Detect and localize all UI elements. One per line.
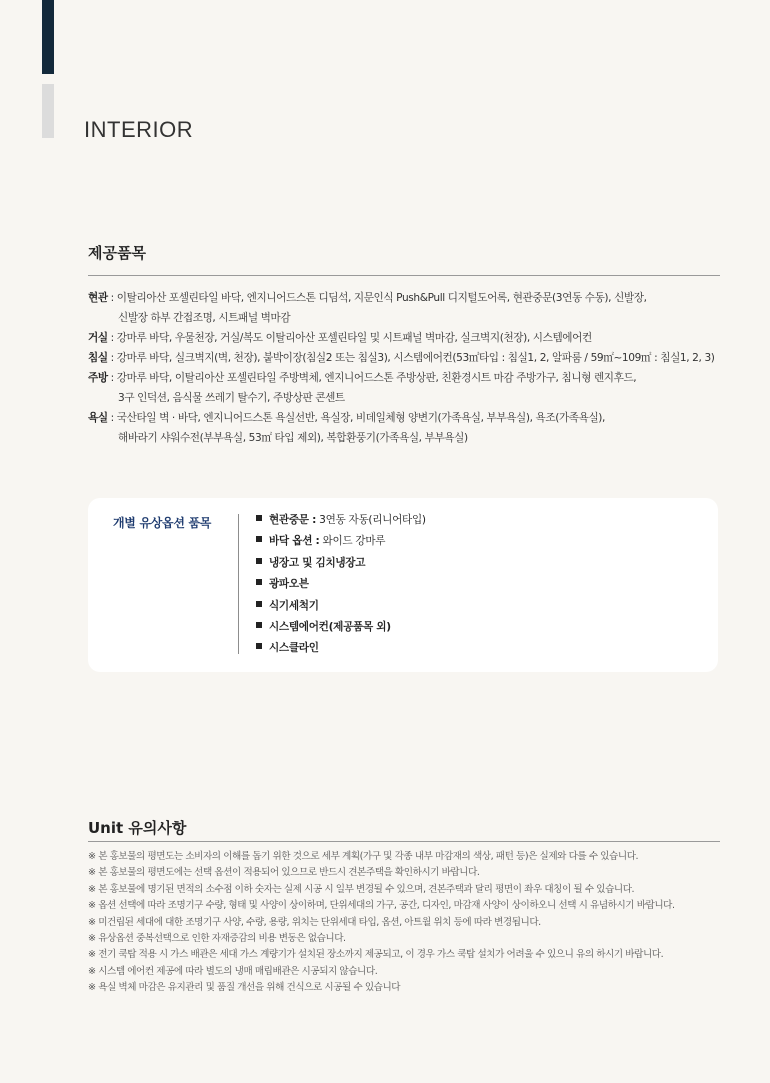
provided-line xyxy=(88,328,728,348)
option-item xyxy=(256,531,426,552)
room-items: : 국산타일 벽 · 바닥, 엔지니어드스톤 욕실선반, 욕실장, 비데일체형 양변기(가족욕실, 부부욕실), 욕조(가족욕실), xyxy=(107,412,605,424)
provided-divider xyxy=(88,275,720,276)
option-item xyxy=(256,574,426,595)
note-item: ※ 본 홍보물의 평면도는 소비자의 이해를 돕기 위한 것으로 세부 계획(가구 및 각종 내부 마감재의 색상, 패턴 등)은 실제와 다를 수 있습니다. xyxy=(88,851,639,862)
provided-section-title: 제공품목 xyxy=(88,244,146,262)
accent-bar-dark xyxy=(42,0,54,74)
options-list xyxy=(256,510,426,660)
note-item: ※ 본 홍보물의 평면도에는 선택 옵션이 적용되어 있으므로 반드시 견본주택을 확인하시기 바랍니다. xyxy=(88,867,480,879)
option-name: 바닥 옵션 : xyxy=(269,535,320,548)
room-label: 침실 xyxy=(88,352,108,364)
room-items: : 강마루 바닥, 실크벽지(벽, 천장), 붙박이장(침실2 또는 침실3), 시스템에어컨(53㎡타입 : 침실1, 2, 알파룸 / 59㎡~109㎡ : 침실1, 2, 3) xyxy=(107,352,715,364)
room-items: : 이탈리아산 포셀린타일 바닥, 엔지니어드스톤 디딤석, 지문인식 Push&Pull 디지털도어록, 현관중문(3연동 수동), 신발장, xyxy=(107,292,647,304)
square-bullet-icon xyxy=(256,601,262,607)
option-detail: 와이드 강마루 xyxy=(319,535,386,548)
accent-bar-light xyxy=(42,84,54,138)
provided-line xyxy=(88,348,728,368)
options-divider xyxy=(238,514,239,654)
option-detail: 3연동 자동(리니어타입) xyxy=(316,514,426,526)
room-label: 주방 xyxy=(88,372,108,384)
room-items: 신발장 하부 간접조명, 시트패널 벽마감 xyxy=(118,312,291,324)
option-name: 냉장고 및 김치냉장고 xyxy=(269,556,366,569)
provided-line xyxy=(88,428,728,448)
provided-line xyxy=(88,388,728,408)
note-item: ※ 본 홍보물에 명기된 면적의 소수점 이하 숫자는 실제 시공 시 일부 변경될 수 있으며, 견본주택과 달리 평면이 좌우 대칭이 될 수 있습니다. xyxy=(88,883,635,895)
option-name: 시스템에어컨(제공품목 외) xyxy=(269,621,391,634)
note-item: ※ 옵션 선택에 따라 조명기구 수량, 형태 및 사양이 상이하며, 단위세대의 가구, 공간, 디자인, 마감재 사양이 상이하오니 선택 시 유념하시기 바랍니다. xyxy=(88,900,675,912)
room-label: 현관 xyxy=(88,292,108,304)
option-item xyxy=(256,617,426,638)
room-items: 해바라기 샤워수전(부부욕실, 53㎡ 타입 제외), 복합환풍기(가족욕실, 부부욕실) xyxy=(118,432,468,444)
options-title: 개별 유상옵션 품목 xyxy=(113,516,212,530)
room-label: 거실 xyxy=(88,332,108,344)
option-item xyxy=(256,553,426,574)
option-item xyxy=(256,638,426,659)
option-name: 시스클라인 xyxy=(269,642,319,655)
notes-section-title: Unit 유의사항 xyxy=(88,819,187,837)
square-bullet-icon xyxy=(256,579,262,585)
room-items: 3구 인덕션, 음식물 쓰레기 탈수기, 주방상판 콘센트 xyxy=(118,392,345,404)
provided-line xyxy=(88,368,728,388)
note-item: ※ 시스템 에어컨 제공에 따라 별도의 냉매 매립배관은 시공되지 않습니다. xyxy=(88,965,378,977)
square-bullet-icon xyxy=(256,643,262,649)
provided-line xyxy=(88,288,728,308)
square-bullet-icon xyxy=(256,515,262,521)
note-item: ※ 전기 쿡탑 적용 시 가스 배관은 세대 가스 계량기가 설치된 장소까지 제공되고, 이 경우 가스 쿡탑 설치가 어려울 수 있으니 유의 하시기 바랍니다. xyxy=(88,949,664,961)
square-bullet-icon xyxy=(256,536,262,542)
provided-line xyxy=(88,408,728,428)
options-card xyxy=(88,498,718,672)
note-item: ※ 유상옵션 중복선택으로 인한 자재증감의 비용 변동은 없습니다. xyxy=(88,933,346,945)
room-items: : 강마루 바닥, 우물천장, 거실/복도 이탈리아산 포셀린타일 및 시트패널 벽마감, 실크벽지(천장), 시스템에어컨 xyxy=(107,332,592,344)
option-item xyxy=(256,596,426,617)
option-name: 현관중문 : xyxy=(269,514,317,526)
note-item: ※ 미건립된 세대에 대한 조명기구 사양, 수량, 용량, 위치는 단위세대 타입, 옵션, 아트월 위치 등에 따라 변경됩니다. xyxy=(88,916,541,928)
note-item: ※ 욕실 벽체 마감은 유지관리 및 품질 개선을 위해 건식으로 시공될 수 있습니다 xyxy=(88,982,401,994)
notes-divider xyxy=(88,841,720,842)
provided-line xyxy=(88,308,728,328)
room-items: : 강마루 바닥, 이탈리아산 포셀린타일 주방벽체, 엔지니어드스톤 주방상판, 친환경시트 마감 주방가구, 침니형 렌지후드, xyxy=(107,372,637,384)
option-item xyxy=(256,510,426,531)
notes-list xyxy=(88,849,748,997)
option-name: 광파오븐 xyxy=(269,578,309,591)
option-name: 식기세척기 xyxy=(269,599,319,612)
provided-list xyxy=(88,288,728,448)
square-bullet-icon xyxy=(256,558,262,564)
room-label: 욕실 xyxy=(88,412,108,424)
square-bullet-icon xyxy=(256,622,262,628)
page-title: INTERIOR xyxy=(84,117,194,142)
